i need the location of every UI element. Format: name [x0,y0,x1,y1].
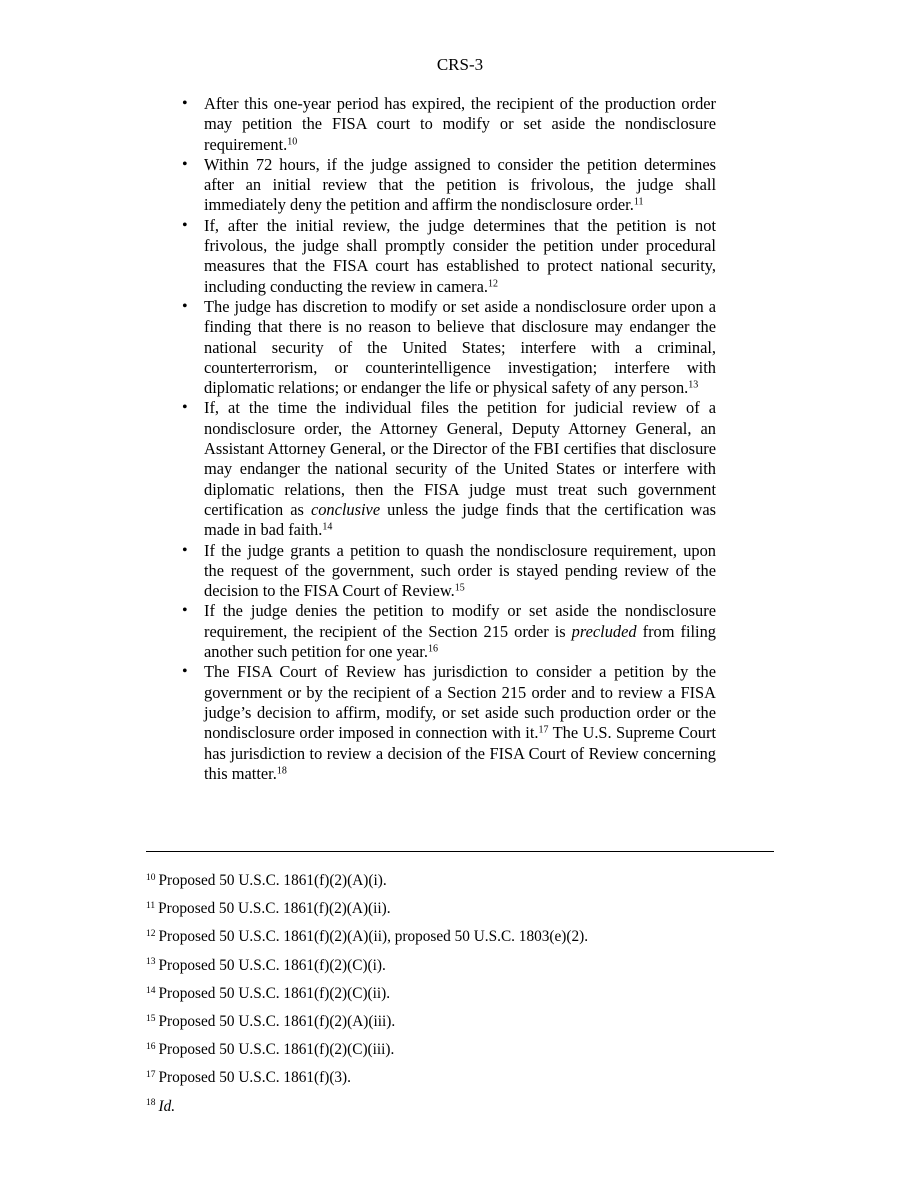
footnote-reference: 13 [688,379,699,391]
bullet-text: The FISA Court of Review has jurisdiction to consider a petition by the government or by the recipient of a Section 215 order and to review a FISA judge’s decision to affirm, modify, or set aside such production order or the nondisclosure order imposed in connection with it. [204,662,716,743]
bullet-text: from filing another such petition for one year. [204,621,716,662]
bullet-text: Within 72 hours, if the judge assigned to consider the petition determines after an initial review that the petition is frivolous, the judge shall immediately deny the petition and affirm the nondisclosure order. [204,154,716,215]
emphasized-text: precluded [571,621,637,641]
footnote [146,984,774,1012]
footnote-reference: 11 [633,196,644,208]
bullet-item [182,296,716,398]
footnote-text: Proposed 50 U.S.C. 1861(f)(2)(A)(iii). [158,1012,396,1030]
footnote [146,899,774,927]
footnote [146,1040,774,1068]
bullet-text: The U.S. Supreme Court has jurisdiction to review a decision of the FISA Court of Review concerning this matter. [204,723,717,783]
footnote-list [146,871,774,1125]
bullet-marker: • [182,663,188,681]
bullet-text: The judge has discretion to modify or set aside a nondisclosure order upon a finding that there is no reason to believe that disclosure may endanger the national security of the United States; interfere with a criminal, counterterrorism, or counterintelligence investigation; interfere with diplomatic relations; or endanger the life or physical safety of any person. [204,296,716,398]
footnote-text: Id. [158,1097,176,1115]
bullet-marker: • [182,541,188,559]
bullet-text: If the judge denies the petition to modify or set aside the nondisclosure requirement, the recipient of the Section 215 order is [204,601,716,641]
bullet-item [182,215,716,297]
footnote [146,927,774,955]
footnote-reference: 17 [538,724,549,736]
footnote-number: 17 [146,1070,156,1081]
footnote-reference: 18 [276,765,287,777]
page-header: CRS-3 [436,55,484,74]
bullet-marker: • [182,399,188,417]
bullet-item [182,662,717,784]
footnote-number: 11 [146,900,156,911]
bullet-item [182,94,716,155]
footnote-text: Proposed 50 U.S.C. 1861(f)(3). [158,1069,351,1087]
bullet-item [182,601,716,662]
footnote-text: Proposed 50 U.S.C. 1861(f)(2)(C)(ii). [158,984,391,1002]
footnote-number: 12 [146,929,156,940]
footnote-text: Proposed 50 U.S.C. 1861(f)(2)(A)(ii). [158,900,391,918]
footnote-number: 10 [146,872,156,883]
footnote [146,1097,774,1125]
footnote-reference: 12 [488,278,499,290]
footnote-text: Proposed 50 U.S.C. 1861(f)(2)(C)(iii). [158,1041,395,1059]
bullet-marker: • [182,216,188,234]
bullet-marker: • [182,297,188,315]
bullet-item [182,398,716,540]
footnote-reference: 16 [427,643,438,655]
footnote-text: Proposed 50 U.S.C. 1861(f)(2)(A)(ii), proposed 50 U.S.C. 1803(e)(2). [158,928,589,946]
bullet-text: If, after the initial review, the judge determines that the petition is not frivolous, the judge shall promptly consider the petition under procedural measures that the FISA court has established to protect national security, including conducting the review in camera. [204,215,716,296]
bullet-text: If the judge grants a petition to quash the nondisclosure requirement, upon the request of the government, such order is stayed pending review of the decision to the FISA Court of Review. [204,540,716,601]
footnote-number: 18 [146,1098,156,1109]
bullet-list [182,94,717,784]
footnote-text: Proposed 50 U.S.C. 1861(f)(2)(A)(i). [158,872,387,889]
footnote [146,1012,774,1040]
bullet-item [182,540,716,602]
emphasized-text: conclusive [310,499,381,519]
bullet-text: After this one-year period has expired, the recipient of the production order may petition the FISA court to modify or set aside the nondisclosure requirement. [204,94,716,154]
footnote-number: 15 [146,1013,156,1024]
footnote-reference: 15 [454,582,465,594]
bullet-marker: • [182,155,188,173]
bullet-text: unless the judge finds that the certification was made in bad faith. [204,499,716,540]
bullet-text: If, at the time the individual files the petition for judicial review of a nondisclosure order, the Attorney General, Deputy Attorney General, an Assistant Attorney General, or the Director of the FBI certifies that disclosure may endanger the national security of the United States or interfere with diplomatic relations, then the FISA judge must treat such government certification as [204,398,716,519]
footnote-number: 13 [146,957,156,968]
bullet-marker: • [182,602,188,620]
footnote-reference: 10 [287,136,298,148]
bullet-item [182,154,716,216]
footnote-reference: 14 [322,521,333,533]
footnote-divider [146,851,774,852]
footnote [146,1068,774,1096]
footnote-number: 14 [146,985,156,996]
footnote-number: 16 [146,1041,156,1052]
footnote [146,871,774,899]
bullet-marker: • [182,95,188,112]
footnote [146,956,774,984]
footnote-text: Proposed 50 U.S.C. 1861(f)(2)(C)(i). [158,956,386,974]
